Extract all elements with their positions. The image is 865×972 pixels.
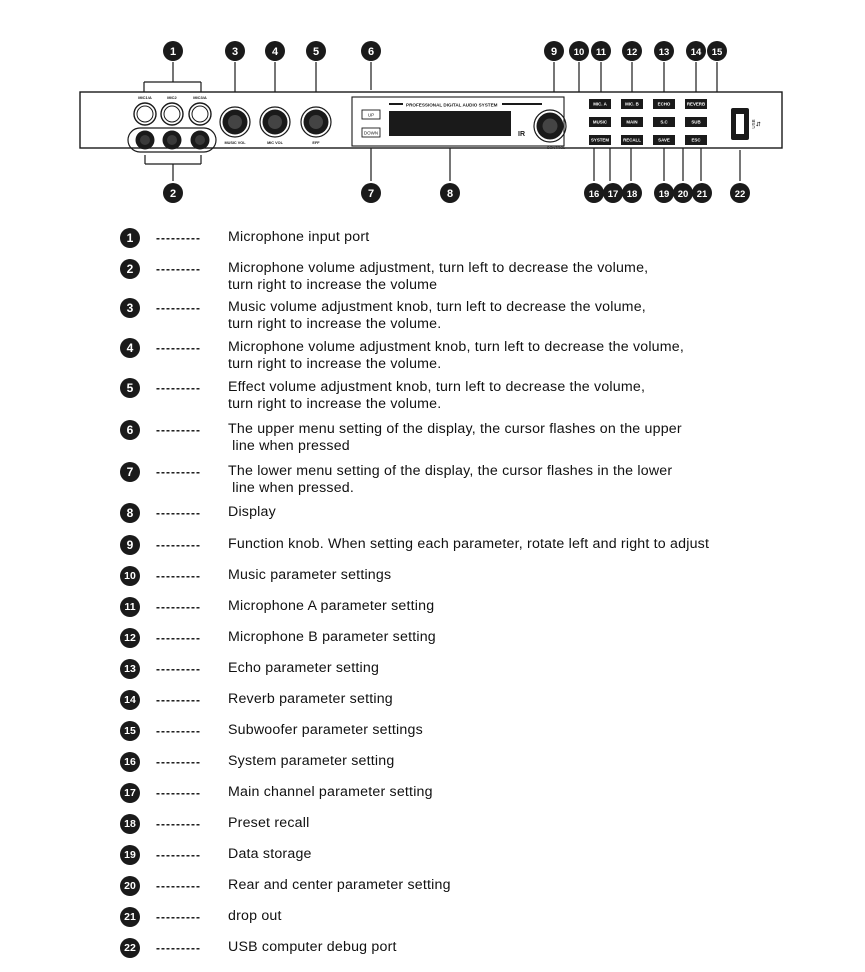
legend-row — [120, 783, 840, 803]
mic-label-1: MIC1/A — [138, 95, 152, 100]
legend-description: The lower menu setting of the display, the cursor flashes in the lower line when pressed. — [228, 463, 673, 496]
legend-description: System parameter setting — [228, 753, 395, 769]
legend-row — [120, 845, 840, 865]
legend-description: Data storage — [228, 846, 312, 862]
legend-dash: --------- — [156, 910, 201, 924]
legend-number: 12 — [120, 628, 140, 648]
legend-description: Music parameter settings — [228, 567, 392, 583]
legend-number: 11 — [120, 597, 140, 617]
legend-dash: --------- — [156, 662, 201, 676]
music-volume-knob[interactable] — [220, 107, 250, 137]
music-label: MUSIC — [592, 119, 608, 125]
legend-description: Subwoofer parameter settings — [228, 722, 423, 738]
legend-row — [120, 814, 840, 834]
legend-row — [120, 503, 840, 523]
sub-label: SUB — [691, 119, 701, 125]
legend-dash: --------- — [156, 693, 201, 707]
legend-row — [120, 721, 840, 741]
legend-row — [120, 259, 840, 293]
legend-number: 6 — [120, 420, 140, 440]
callout-16: 16 — [588, 189, 600, 200]
legend-description: Preset recall — [228, 815, 310, 831]
callout-17: 17 — [607, 189, 619, 200]
legend-number: 10 — [120, 566, 140, 586]
legend-number: 15 — [120, 721, 140, 741]
legend-number: 20 — [120, 876, 140, 896]
legend-description: Main channel parameter setting — [228, 784, 433, 800]
legend-row — [120, 378, 840, 412]
callout-10: 10 — [573, 47, 585, 58]
system-label: SYSTEM — [590, 137, 610, 143]
callout-3: 3 — [231, 46, 239, 58]
legend-row — [120, 628, 840, 648]
legend-number: 5 — [120, 378, 140, 398]
callout-9: 9 — [550, 46, 558, 58]
legend-dash: --------- — [156, 423, 201, 437]
legend-number: 16 — [120, 752, 140, 772]
legend-row — [120, 228, 840, 248]
mic-a-label: MIC. A — [593, 101, 607, 107]
legend-row — [120, 338, 840, 372]
legend-row — [120, 659, 840, 679]
up-label: UP — [367, 112, 375, 118]
legend-description: Microphone volume adjustment, turn left to decrease the volume, turn right to increase the volume — [228, 260, 649, 293]
legend-row — [120, 752, 840, 772]
callout-7: 7 — [367, 188, 375, 200]
legend-dash: --------- — [156, 569, 201, 583]
eff-label: EFF — [312, 141, 320, 145]
legend-number: 19 — [120, 845, 140, 865]
sc-label: S.C — [660, 119, 668, 125]
legend-description: Effect volume adjustment knob, turn left to decrease the volume, turn right to increase the volume. — [228, 379, 646, 412]
legend-number: 1 — [120, 228, 140, 248]
legend-number: 2 — [120, 259, 140, 279]
legend-dash: --------- — [156, 538, 201, 552]
legend-dash: --------- — [156, 631, 201, 645]
esc-label: ESC — [691, 137, 701, 143]
legend-row — [120, 298, 840, 332]
legend-number: 8 — [120, 503, 140, 523]
usb-icon: ⇆ — [756, 121, 762, 127]
legend-number: 7 — [120, 462, 140, 482]
callout-15: 15 — [711, 47, 723, 58]
legend-dash: --------- — [156, 301, 201, 315]
lcd-display — [389, 111, 511, 136]
legend-description: Rear and center parameter setting — [228, 877, 451, 893]
callout-12: 12 — [626, 47, 638, 58]
legend-row — [120, 690, 840, 710]
legend-description: Display — [228, 504, 276, 520]
legend-dash: --------- — [156, 465, 201, 479]
mic-volume-knobs[interactable] — [136, 131, 210, 150]
legend-dash: --------- — [156, 941, 201, 955]
legend-number: 4 — [120, 338, 140, 358]
legend-number: 13 — [120, 659, 140, 679]
legend-description: The upper menu setting of the display, the cursor flashes on the upper line when pressed — [228, 421, 682, 454]
legend-number: 9 — [120, 535, 140, 555]
legend-row — [120, 566, 840, 586]
legend-description: Microphone volume adjustment knob, turn left to decrease the volume, turn right to increase the volume. — [228, 339, 685, 372]
legend-dash: --------- — [156, 341, 201, 355]
callout-22: 22 — [734, 189, 746, 200]
recall-label: RECALL — [623, 137, 641, 143]
usb-port[interactable] — [731, 108, 749, 140]
legend-description: drop out — [228, 908, 282, 924]
legend-description: Music volume adjustment knob, turn left to decrease the volume, turn right to increase the volume. — [228, 299, 646, 332]
legend-dash: --------- — [156, 506, 201, 520]
ir-label: IR — [518, 131, 525, 138]
legend-row — [120, 597, 840, 617]
mic-label-2: MIC2 — [167, 95, 177, 100]
legend-row — [120, 535, 840, 555]
reverb-label: REVERB — [686, 101, 706, 107]
legend-dash: --------- — [156, 381, 201, 395]
callout-14: 14 — [690, 47, 702, 58]
callout-5: 5 — [312, 46, 320, 58]
legend-dash: --------- — [156, 600, 201, 614]
legend-dash: --------- — [156, 724, 201, 738]
callout-13: 13 — [658, 47, 670, 58]
down-label: DOWN — [363, 130, 379, 136]
legend-dash: --------- — [156, 879, 201, 893]
callout-2: 2 — [169, 188, 177, 200]
callout-21: 21 — [696, 189, 708, 200]
legend-number: 3 — [120, 298, 140, 318]
legend-number: 22 — [120, 938, 140, 958]
mic-b-label: MIC. B — [625, 101, 639, 107]
legend-number: 17 — [120, 783, 140, 803]
legend-description: Microphone input port — [228, 229, 370, 245]
callout-8: 8 — [446, 188, 454, 200]
mic-volume-knob[interactable] — [260, 107, 290, 137]
music-vol-label: MUSIC VOL — [224, 141, 246, 145]
callout-18: 18 — [626, 189, 638, 200]
callout-20: 20 — [677, 189, 689, 200]
callout-4: 4 — [271, 46, 279, 58]
main-label: MAIN — [626, 119, 638, 125]
callout-19: 19 — [658, 189, 670, 200]
front-panel-diagram — [0, 0, 865, 215]
legend-row — [120, 907, 840, 927]
callout-11: 11 — [595, 47, 607, 58]
control-knob[interactable] — [534, 110, 566, 142]
legend-number: 21 — [120, 907, 140, 927]
legend-description: Microphone B parameter setting — [228, 629, 436, 645]
legend-description: Echo parameter setting — [228, 660, 380, 676]
legend-dash: --------- — [156, 755, 201, 769]
legend-description: Reverb parameter setting — [228, 691, 393, 707]
legend-description: Microphone A parameter setting — [228, 598, 435, 614]
legend-dash: --------- — [156, 786, 201, 800]
legend-description: USB computer debug port — [228, 939, 397, 955]
mic-vol-label: MIC VOL — [267, 141, 283, 145]
legend-description: Function knob. When setting each parameter, rotate left and right to adjust — [228, 536, 710, 552]
legend-dash: --------- — [156, 231, 201, 245]
echo-label: ECHO — [657, 101, 671, 107]
legend-number: 18 — [120, 814, 140, 834]
display-title: PROFESSIONAL DIGITAL AUDIO SYSTEM — [406, 102, 498, 108]
legend-row — [120, 876, 840, 896]
callout-1: 1 — [169, 46, 177, 58]
legend-row — [120, 938, 840, 958]
legend-dash: --------- — [156, 817, 201, 831]
effect-volume-knob[interactable] — [301, 107, 331, 137]
save-label: SAVE — [658, 137, 670, 143]
legend-number: 14 — [120, 690, 140, 710]
legend-dash: --------- — [156, 848, 201, 862]
control-label: CONTROL — [546, 146, 566, 150]
mic-label-3: MIC3/A — [193, 95, 207, 100]
legend-row — [120, 462, 840, 496]
legend-row — [120, 420, 840, 454]
legend-dash: --------- — [156, 262, 201, 276]
callout-6: 6 — [367, 46, 375, 58]
usb-label: USB — [751, 119, 756, 129]
